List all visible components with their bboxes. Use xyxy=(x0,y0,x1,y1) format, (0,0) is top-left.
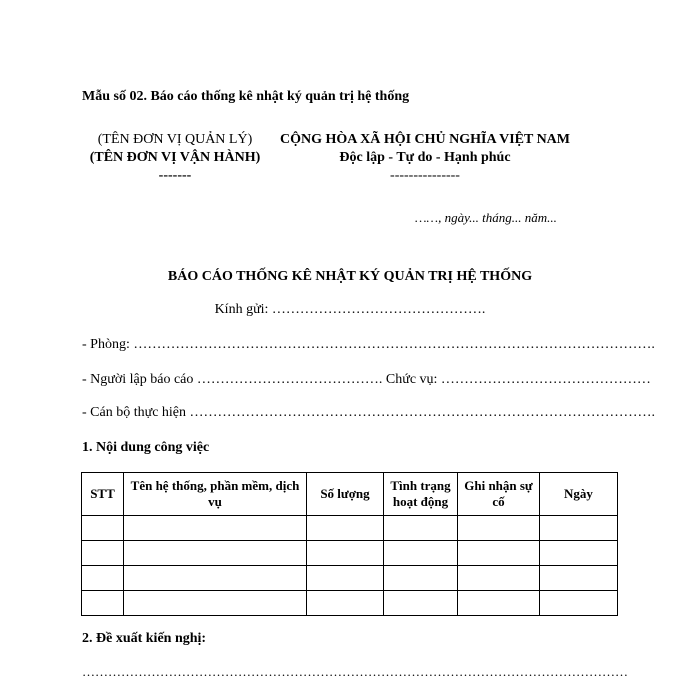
managing-agency-label: (TÊN ĐƠN VỊ QUẢN LÝ) xyxy=(97,132,253,147)
operating-agency-label: (TÊN ĐƠN VỊ VẬN HÀNH) xyxy=(89,150,261,165)
header-quantity: Số lượng xyxy=(307,473,384,516)
table-row xyxy=(82,516,618,541)
section1-title: 1. Nội dung công việc xyxy=(82,440,210,455)
table-cell xyxy=(124,591,307,616)
national-motto: Độc lập - Tự do - Hạnh phúc xyxy=(339,150,511,165)
executor-field: - Cán bộ thực hiện ………………………………………………………………………………………. xyxy=(82,405,656,420)
recommendation-fill-line: ……………………………………………………………………………………………………………… xyxy=(82,664,628,679)
table-cell xyxy=(82,566,124,591)
table-cell xyxy=(82,516,124,541)
country-name: CỘNG HÒA XÃ HỘI CHỦ NGHĨA VIỆT NAM xyxy=(279,132,570,147)
table-cell xyxy=(540,566,618,591)
date-line: ……, ngày... tháng... năm... xyxy=(415,210,557,225)
table-cell xyxy=(124,516,307,541)
header-status: Tình trạng hoạt động xyxy=(384,473,458,516)
section2-title: 2. Đề xuất kiến nghị: xyxy=(82,631,207,646)
header-date: Ngày xyxy=(540,473,618,516)
table-cell xyxy=(458,541,540,566)
national-header xyxy=(262,131,588,185)
recipient-line: Kính gửi: ………………………………………. xyxy=(214,302,486,317)
table-cell xyxy=(540,516,618,541)
table-cell xyxy=(82,591,124,616)
table-cell xyxy=(384,566,458,591)
table-cell xyxy=(384,541,458,566)
table-cell xyxy=(540,591,618,616)
reporter-field: - Người lập báo cáo …………………………………. Chức vụ: ……………………………………… xyxy=(82,372,651,387)
table-cell xyxy=(307,541,384,566)
table-cell xyxy=(82,541,124,566)
agency-header xyxy=(80,131,270,185)
agency-divider: ------- xyxy=(158,168,192,183)
table-row xyxy=(82,591,618,616)
table-cell xyxy=(124,566,307,591)
work-content-table xyxy=(81,472,618,616)
header-stt: STT xyxy=(82,473,124,516)
table-cell xyxy=(458,566,540,591)
table-cell xyxy=(307,566,384,591)
table-cell xyxy=(384,516,458,541)
table-cell xyxy=(124,541,307,566)
header-incident: Ghi nhận sự cố xyxy=(458,473,540,516)
table-cell xyxy=(384,591,458,616)
report-title: BÁO CÁO THỐNG KÊ NHẬT KÝ QUẢN TRỊ HỆ THỐNG xyxy=(167,269,533,284)
form-title: Mẫu số 02. Báo cáo thống kê nhật ký quản trị hệ thống xyxy=(82,89,410,104)
table-row xyxy=(82,541,618,566)
table-cell xyxy=(307,516,384,541)
table-cell xyxy=(458,591,540,616)
table-header-row xyxy=(82,473,618,516)
table-cell xyxy=(540,541,618,566)
table-cell xyxy=(307,591,384,616)
department-field: - Phòng: …………………………………………………………………………………………………. xyxy=(82,337,655,352)
motto-divider: --------------- xyxy=(390,168,460,183)
table-cell xyxy=(458,516,540,541)
table-row xyxy=(82,566,618,591)
header-system-name: Tên hệ thống, phần mềm, dịch vụ xyxy=(124,473,307,516)
